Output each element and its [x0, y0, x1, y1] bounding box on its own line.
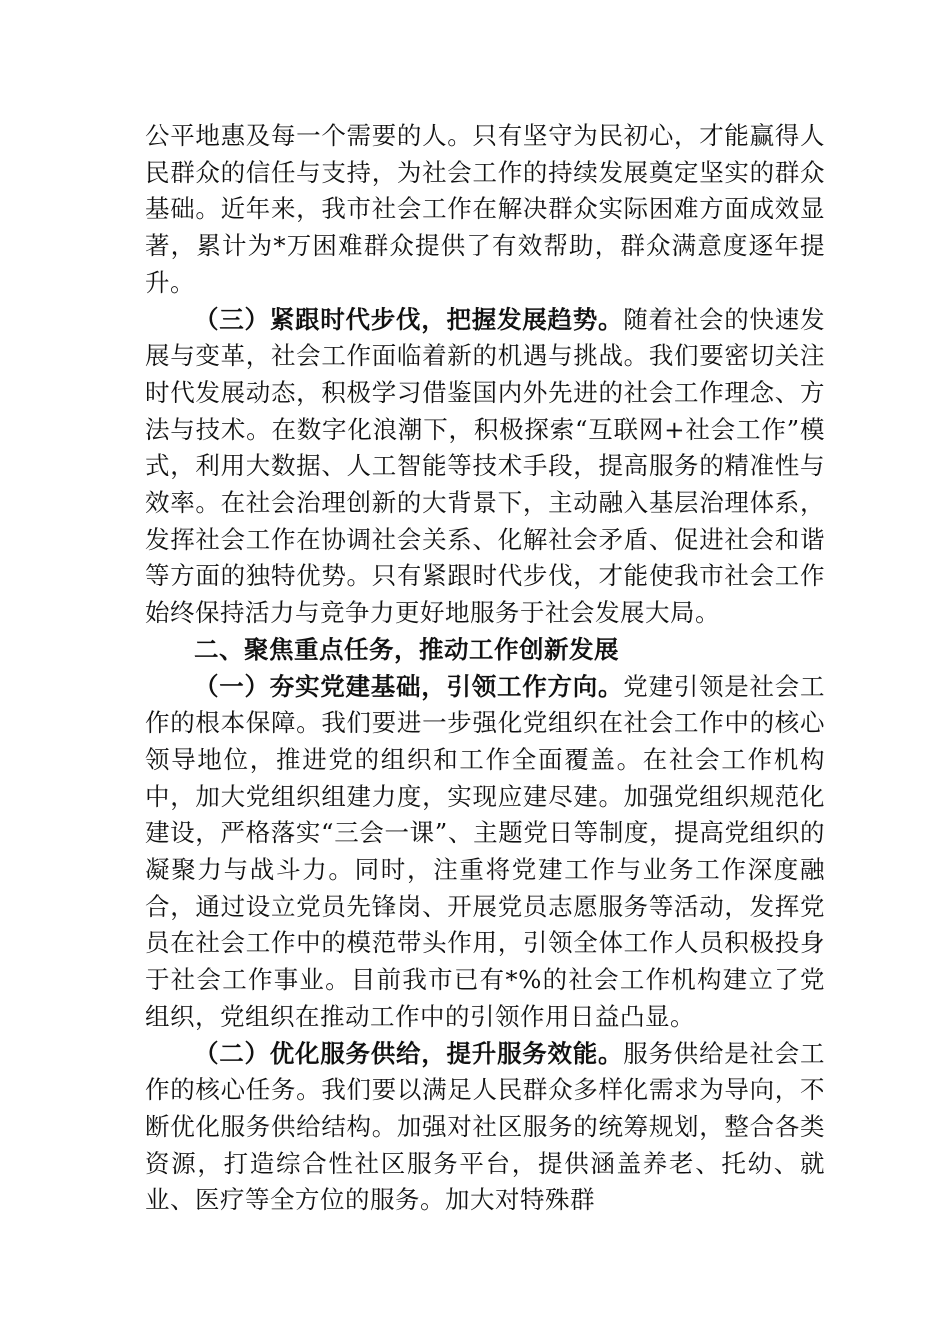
section-heading: 二、聚焦重点任务，推动工作创新发展: [194, 634, 619, 664]
paragraph-body: 党建引领是社会工作的根本保障。我们要进一步强化党组织在社会工作中的核心领导地位，推进党的组织和工作全面覆盖。在社会工作机构中，加大党组织组建力度，实现应建尽建。加强党组织规范化建设，严格落实“三会一课”、主题党日等制度，提高党组织的凝聚力与战斗力。同时，注重将党建工作与业务工作深度融合，通过设立党员先锋岗、开展党员志愿服务等活动，发挥党员在社会工作中的模范带头作用，引领全体工作人员积极投身于社会工作事业。目前我市已有*%的社会工作机构建立了党组织，党组织在推动工作中的引领作用日益凸显。: [145, 671, 825, 1031]
paragraph-service-supply: [145, 1036, 825, 1220]
paragraph-lead: （三）紧跟时代步伐，把握发展趋势。: [194, 304, 624, 334]
paragraph-trend: [145, 302, 825, 632]
paragraph-lead: （二）优化服务供给，提升服务效能。: [194, 1038, 624, 1068]
paragraph-party-building: [145, 669, 825, 1036]
paragraph-continuation: [145, 118, 825, 302]
document-page: [145, 118, 825, 1219]
paragraph-body: 随着社会的快速发展与变革，社会工作面临着新的机遇与挑战。我们要密切关注时代发展动态，积极学习借鉴国内外先进的社会工作理念、方法与技术。在数字化浪潮下，积极探索“互联网+社会工作”模式，利用大数据、人工智能等技术手段，提高服务的精准性与效率。在社会治理创新的大背景下，主动融入基层治理体系，发挥社会工作在协调社会关系、化解社会矛盾、促进社会和谐等方面的独特优势。只有紧跟时代步伐，才能使我市社会工作始终保持活力与竞争力更好地服务于社会发展大局。: [145, 304, 825, 628]
paragraph-lead: （一）夯实党建基础，引领工作方向。: [194, 671, 624, 701]
paragraph-body: 公平地惠及每一个需要的人。只有坚守为民初心，才能赢得人民群众的信任与支持，为社会工作的持续发展奠定坚实的群众基础。近年来，我市社会工作在解决群众实际困难方面成效显著，累计为*万困难群众提供了有效帮助，群众满意度逐年提升。: [145, 121, 825, 297]
paragraph-body: 服务供给是社会工作的核心任务。我们要以满足人民群众多样化需求为导向，不断优化服务供给结构。加强对社区服务的统筹规划，整合各类资源，打造综合性社区服务平台，提供涵盖养老、托幼、就业、医疗等全方位的服务。加大对特殊群: [145, 1038, 825, 1215]
